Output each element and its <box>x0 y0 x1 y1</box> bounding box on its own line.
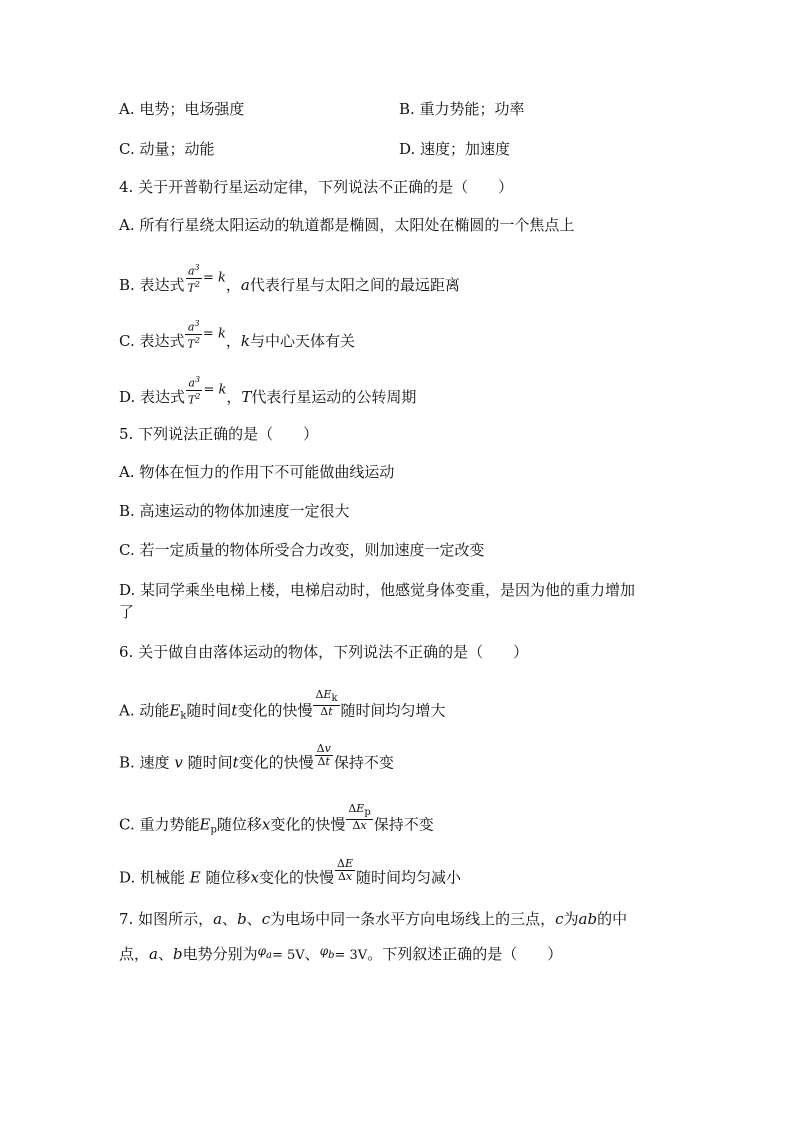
q5-option-a: A. 物体在恒力的作用下不可能做曲线运动 <box>119 463 395 481</box>
q3-option-d: D. 速度；加速度 <box>399 140 511 158</box>
q6-option-b: B. 速度 v 随时间t变化的快慢 $\frac{\Delta v}{\Delta t}$ 保持不变 <box>119 742 394 772</box>
q6-option-a: A. 动能$E_k$随时间t变化的快慢 $\frac{\text{ΔEk}}{\Delta t}$ 随时间均匀增大 <box>119 688 446 722</box>
q5-stem: 5. 下列说法正确的是（ ） <box>119 425 319 443</box>
q6-option-d: D. 机械能 E 随位移x变化的快慢 $\frac{\Delta E}{\Delta x}$ 随时间均匀减小 <box>119 857 462 887</box>
q3-option-a: A. 电势；电场强度 <box>119 100 245 118</box>
delta-ek-fraction: $\frac{\text{ΔEk}}{\Delta t}$ <box>315 688 338 718</box>
q4-option-c: C. 表达式 $\frac{a^3}{T^2}$ = k，k与中心天体有关 <box>119 319 355 351</box>
q4-option-d: D. 表达式 $\frac{a^3}{T^2}$ = k，T代表行星运动的公转周期 <box>119 375 417 407</box>
kepler-formula: $\frac{a^3}{T^2}$ = k <box>187 263 226 295</box>
q6-stem: 6. 关于做自由落体运动的物体，下列说法不正确的是（ ） <box>119 643 529 661</box>
phi-a-expression: $\varphi_a= 5V$ <box>257 944 305 963</box>
q3-option-b: B. 重力势能；功率 <box>399 100 525 118</box>
delta-ep-fraction: $\frac{\text{ΔEp}}{\Delta x}$ <box>348 802 371 832</box>
q7-line-1: 7. 如图所示，a、b、c为电场中同一条水平方向电场线上的三点，c为ab的中 <box>119 910 628 928</box>
q4-option-b: B. 表达式 $\frac{a^3}{T^2}$ = k，a代表行星与太阳之间的最远距离 <box>119 263 460 295</box>
phi-b-expression: $\varphi_b= 3V$ <box>319 944 368 963</box>
q3-option-c: C. 动量；动能 <box>119 140 215 158</box>
q7-line-2: 点，a、b电势分别为$\varphi_a= 5V$、$\varphi_b= 3V$。下列叙述正确的是（ ） <box>119 944 563 963</box>
q5-option-d: D. 某同学乘坐电梯上楼，电梯启动时，他感觉身体变重，是因为他的重力增加 <box>119 581 636 599</box>
q5-option-b: B. 高速运动的物体加速度一定很大 <box>119 502 350 520</box>
delta-v-fraction: $\frac{\Delta v}{\Delta t}$ <box>316 742 331 768</box>
q5-option-c: C. 若一定质量的物体所受合力改变，则加速度一定改变 <box>119 541 485 559</box>
q6-option-c: C. 重力势能$E_p$随位移x变化的快慢 $\frac{\text{ΔEp}}{\Delta x}$ 保持不变 <box>119 802 434 836</box>
q5-option-d-cont: 了 <box>119 603 135 621</box>
q4-option-a: A. 所有行星绕太阳运动的轨道都是椭圆，太阳处在椭圆的一个焦点上 <box>119 216 575 234</box>
delta-e-fraction: $\frac{\Delta E}{\Delta x}$ <box>337 857 354 883</box>
kepler-formula: $\frac{a^3}{T^2}$ = k <box>188 375 227 407</box>
q4-stem: 4. 关于开普勒行星运动定律，下列说法不正确的是（ ） <box>119 178 514 196</box>
kepler-formula: $\frac{a^3}{T^2}$ = k <box>187 319 226 351</box>
